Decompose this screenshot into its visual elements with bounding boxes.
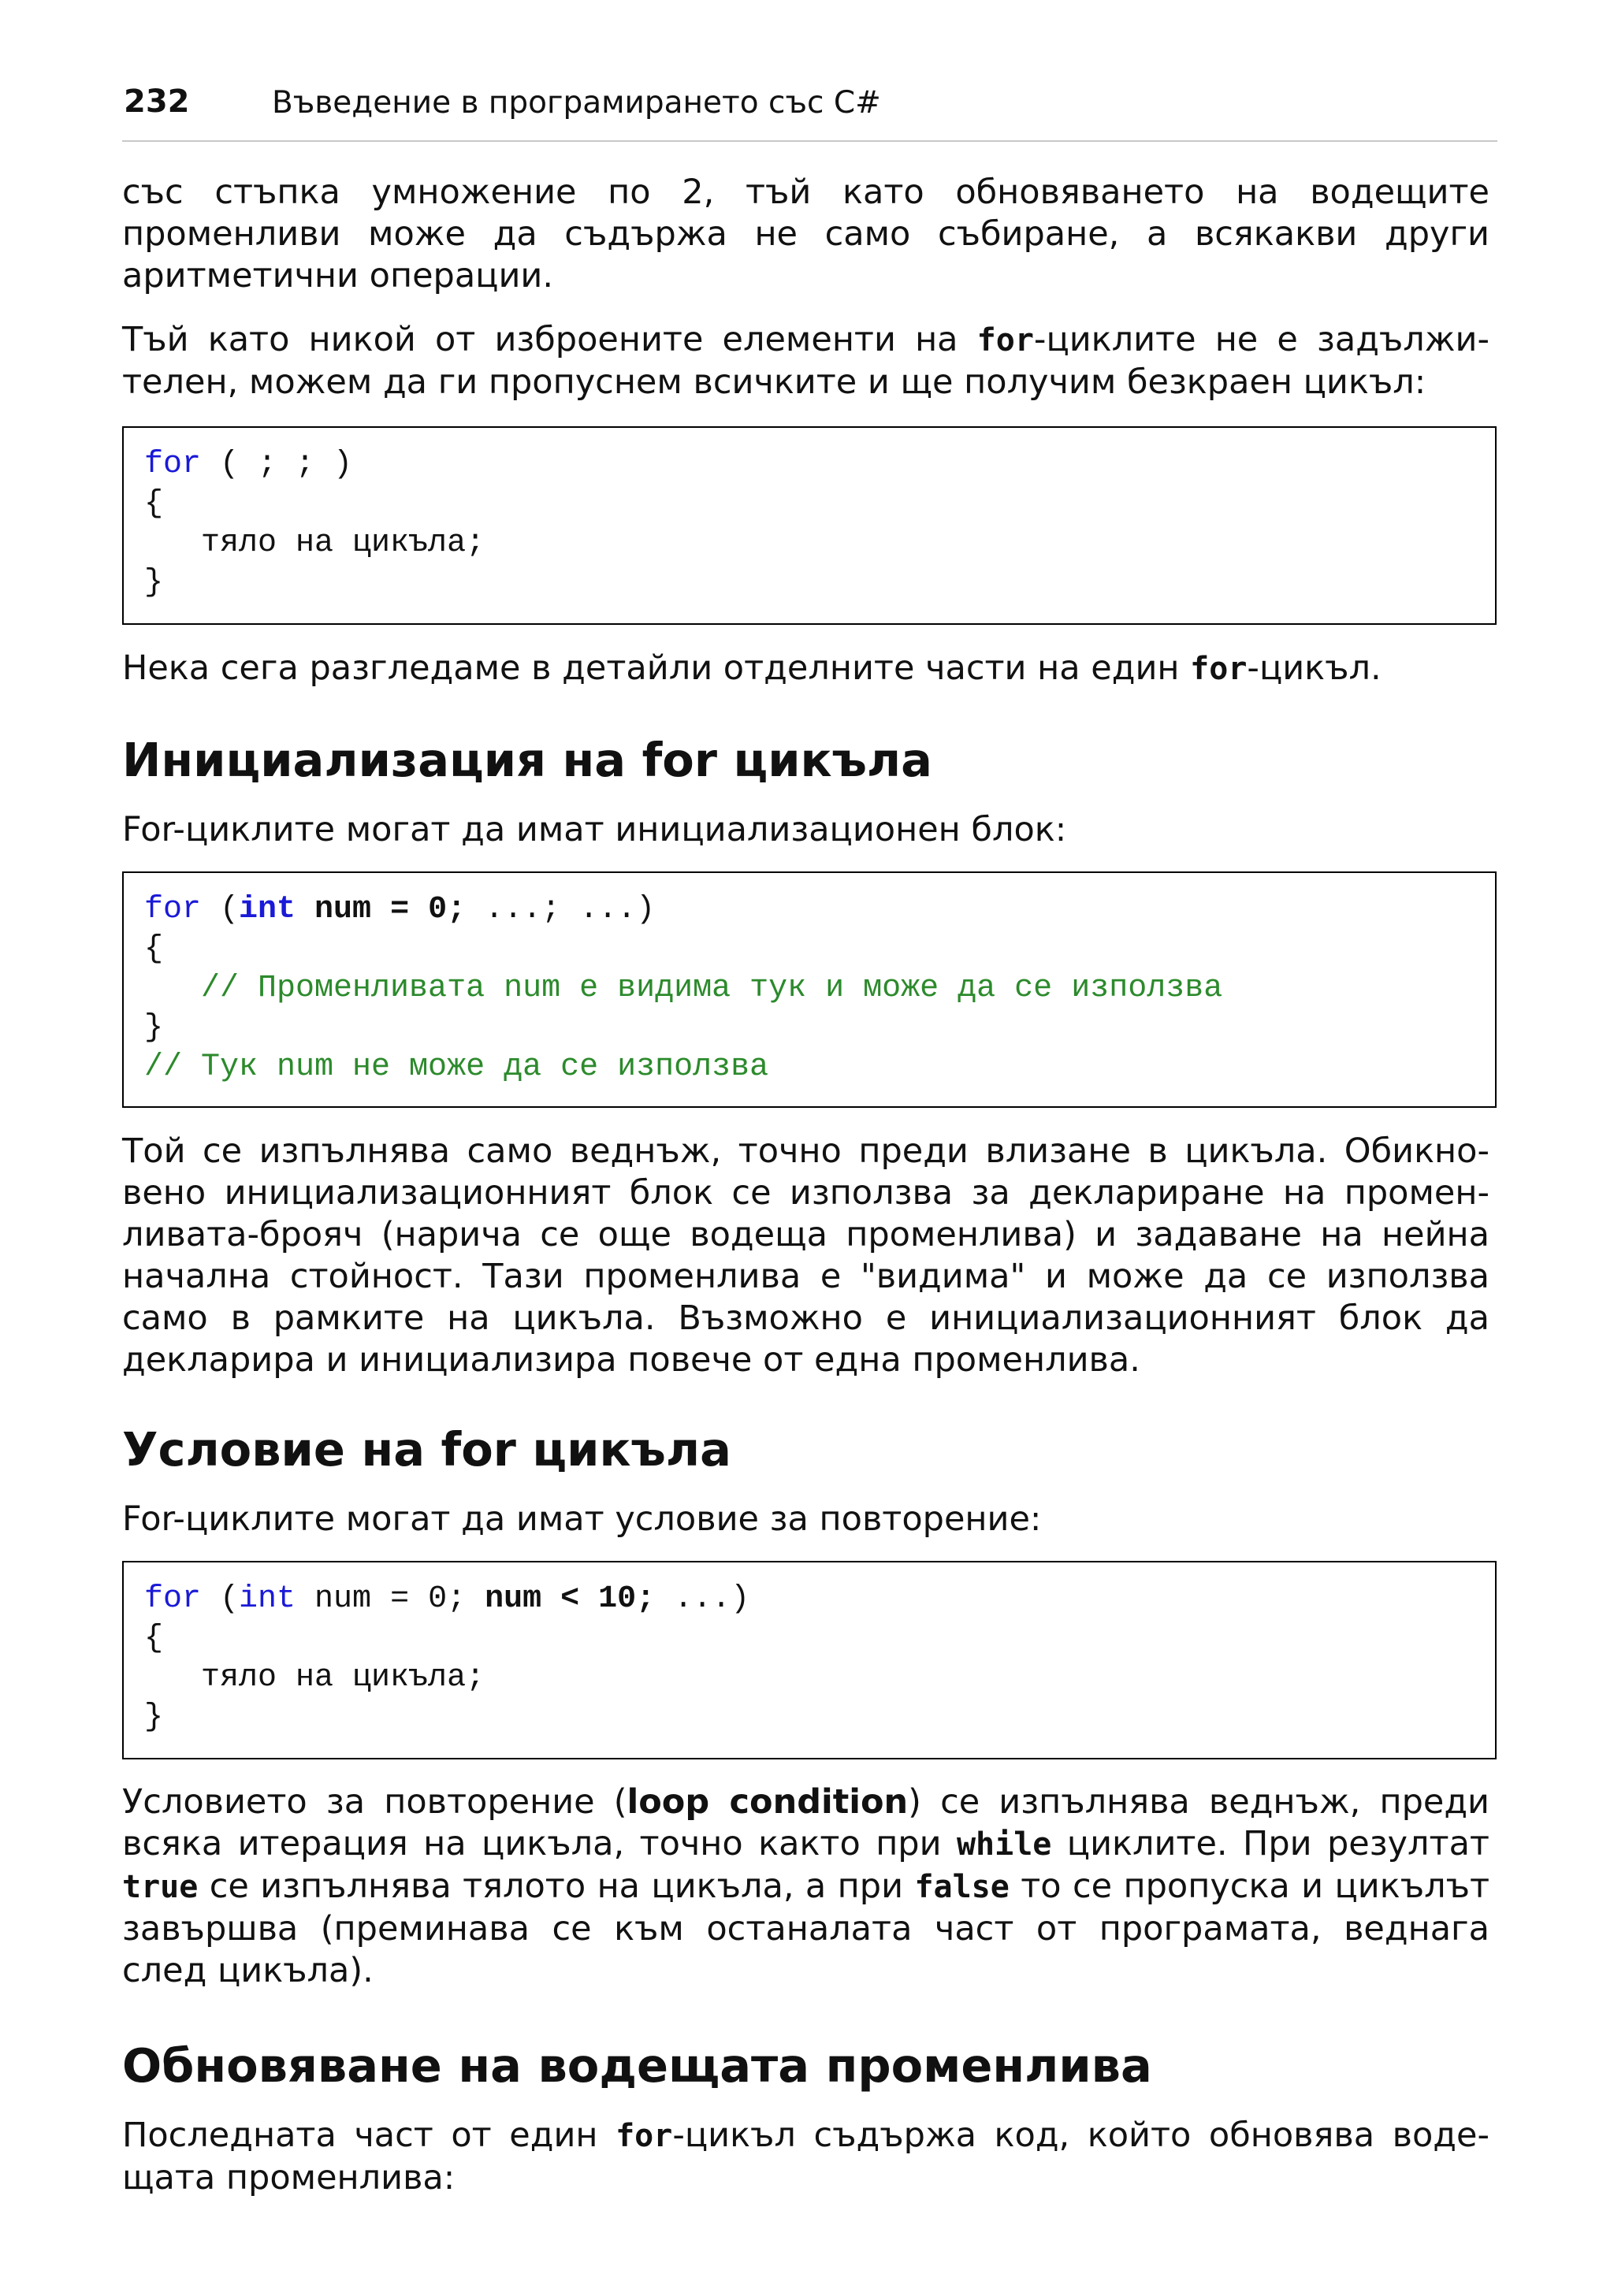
inline-code-false: false <box>914 1869 1010 1905</box>
paragraph-condition-explanation: Условието за повторение (loop condition) се изпълнява веднъж, преди всяка итерация на цикъла, точно както при while циклите. При резултат true се изпълнява тялото на цикъла, а при false то се пропуска и цикълът завършва (преминава се към останалата част от програмата, веднага след цикъла). <box>122 1782 1490 1990</box>
code-line: { <box>144 931 164 967</box>
book-title: Въведение в програмирането със C# <box>272 85 881 121</box>
code-line: for (int num = 0; num < 10; ...) <box>144 1581 750 1617</box>
paragraph-update: Последната част от един for-цикъл съдържа код, който обновява воде-щата променлива: <box>122 2116 1489 2198</box>
paragraph-intro: със стъпка умножение по 2, тъй като обновяването на водещите променливи може да съдържа не само събиране, а всякакви други аритметични операции. <box>122 173 1489 295</box>
code-block-initialization <box>122 871 1497 1108</box>
heading-update: Обновяване на водещата променлива <box>122 2038 1152 2093</box>
code-line: for ( ; ; ) <box>144 447 353 482</box>
paragraph-init-block: For-циклите могат да имат инициализационен блок: <box>122 810 1067 849</box>
inline-code-while: while <box>956 1826 1052 1863</box>
code-line: } <box>144 565 164 600</box>
code-comment: // Тук num не може да се използва <box>144 1050 769 1085</box>
heading-initialization: Инициализация на for цикъла <box>122 733 932 787</box>
paragraph-optional-elements: Тъй като никой от изброените елементи на for-циклите не е задължи-телен, можем да ги пропуснем всичките и ще получим безкраен цикъл: <box>122 320 1489 402</box>
code-block-condition <box>122 1561 1497 1759</box>
page-number: 232 <box>124 84 190 120</box>
paragraph-init-explanation: Той се изпълнява само веднъж, точно преди влизане в цикъла. Обикно-вено инициализационният блок се използва за деклариране на промен-ливата-брояч (нарича се още водеща променлива) и задаване на нейна начална стойност. Тази променлива е "видима" и може да се използва само в рамките на цикъла. Възможно е инициализационният блок да декларира и инициализира повече от една променлива. <box>122 1131 1489 1380</box>
paragraph-parts: Нека сега разгледаме в детайли отделните части на един for-цикъл. <box>122 648 1382 688</box>
inline-code-for: for <box>615 2118 673 2154</box>
code-line: тяло на цикъла; <box>144 1660 485 1696</box>
inline-code-true: true <box>122 1869 199 1905</box>
code-line: { <box>144 1621 164 1656</box>
inline-code-for: for <box>1190 651 1248 687</box>
code-comment: // Променливата num е видима тук и може да се използва <box>144 971 1223 1006</box>
heading-condition: Условие на for цикъла <box>122 1422 731 1477</box>
code-line: } <box>144 1700 164 1735</box>
inline-code-for: for <box>976 322 1034 359</box>
code-line: тяло на цикъла; <box>144 526 485 561</box>
page-header <box>122 80 1497 142</box>
term-loop-condition: loop condition <box>627 1782 909 1822</box>
paragraph-condition: For-циклите могат да имат условие за повторение: <box>122 1499 1042 1539</box>
code-line: { <box>144 486 164 522</box>
code-block-infinite-loop <box>122 426 1497 625</box>
code-line: } <box>144 1010 164 1046</box>
code-line: for (int num = 0; ...; ...) <box>144 892 656 927</box>
